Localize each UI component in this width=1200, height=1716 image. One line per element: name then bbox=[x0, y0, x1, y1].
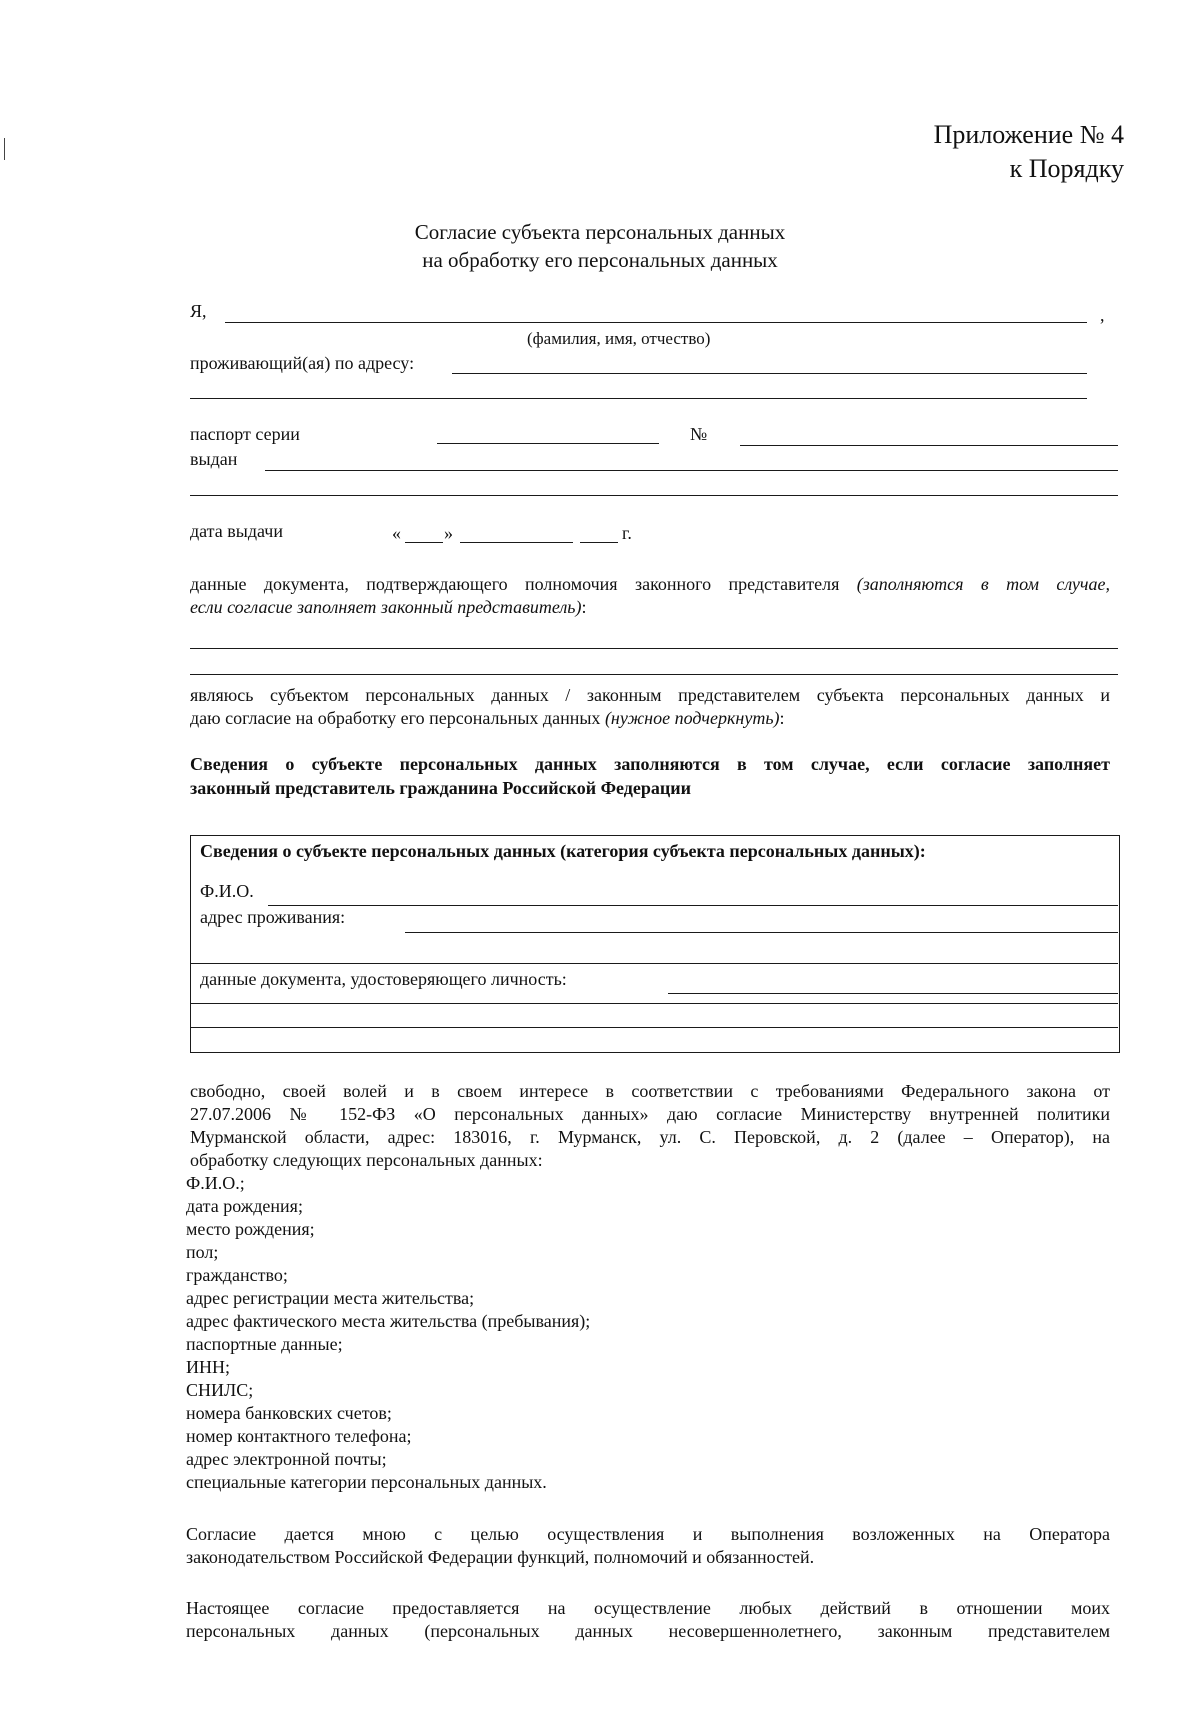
list-item: дата рождения; bbox=[186, 1196, 303, 1216]
i-label: Я, bbox=[190, 301, 207, 321]
purpose-line-2: законодательством Российской Федерации функций, полномочий и обязанностей. bbox=[186, 1547, 815, 1567]
issue-day-line[interactable] bbox=[405, 542, 443, 543]
annex-reference: к Порядку bbox=[1009, 154, 1124, 183]
subject-statement-line2 bbox=[190, 707, 785, 730]
rep-doc-note-b: если согласие заполняет законный представитель) bbox=[190, 597, 582, 617]
subject-id-doc-label: данные документа, удостоверяющего личность: bbox=[200, 969, 567, 989]
rep-doc-colon: : bbox=[581, 597, 587, 617]
passport-number-label: № bbox=[690, 424, 708, 444]
list-item: пол; bbox=[186, 1242, 219, 1262]
document-title-line1: Согласие субъекта персональных данных bbox=[414, 220, 786, 244]
subject-info-heading-line1: Сведения о субъекте персональных данных заполняются в том случае, если согласие заполняет bbox=[190, 754, 1110, 774]
date-open-quote: « bbox=[392, 523, 401, 543]
subject-info-box bbox=[190, 835, 1120, 1053]
address-label: проживающий(ая) по адресу: bbox=[190, 353, 415, 373]
actions-line-1: Настоящее согласие предоставляется на осуществление любых действий в отношении моих bbox=[186, 1598, 1110, 1618]
list-item: адрес фактического места жительства (пребывания); bbox=[186, 1311, 591, 1331]
purpose-line-1: Согласие дается мною с целью осуществления и выполнения возложенных на Оператора bbox=[186, 1524, 1110, 1544]
subject-fio-line[interactable] bbox=[268, 905, 1118, 906]
personal-data-list bbox=[186, 1172, 590, 1494]
consent-line-1: свободно, своей волей и в своем интересе в соответствии с требованиями Федерального закона от bbox=[190, 1081, 1110, 1101]
address-line[interactable] bbox=[452, 373, 1087, 374]
issued-label: выдан bbox=[190, 449, 238, 469]
subject-address-line-2[interactable] bbox=[190, 963, 1118, 964]
issue-month-line[interactable] bbox=[460, 542, 573, 543]
rep-doc-note-line2 bbox=[190, 596, 587, 619]
year-suffix: г. bbox=[622, 523, 632, 543]
subject-info-heading-line2: законный представитель гражданина Российской Федерации bbox=[190, 778, 692, 798]
fio-line[interactable] bbox=[225, 322, 1087, 323]
subject-id-doc-line-2[interactable] bbox=[190, 1003, 1118, 1004]
list-item: номер контактного телефона; bbox=[186, 1426, 412, 1446]
issued-line[interactable] bbox=[265, 470, 1118, 471]
subject-fio-label: Ф.И.О. bbox=[200, 881, 254, 901]
list-item: СНИЛС; bbox=[186, 1380, 254, 1400]
rep-doc-line-2[interactable] bbox=[190, 674, 1118, 675]
i-comma: , bbox=[1100, 305, 1105, 325]
list-item: номера банковских счетов; bbox=[186, 1403, 392, 1423]
subject-statement-colon: : bbox=[779, 708, 785, 728]
subject-box-heading: Сведения о субъекте персональных данных (категория субъекта персональных данных): bbox=[200, 841, 926, 861]
subject-statement-line1: являюсь субъектом персональных данных / законным представителем субъекта персональных данных и bbox=[190, 685, 1110, 705]
passport-number-line[interactable] bbox=[740, 445, 1118, 446]
issue-date-label: дата выдачи bbox=[190, 521, 283, 541]
list-item: адрес электронной почты; bbox=[186, 1449, 387, 1469]
list-item: ИНН; bbox=[186, 1357, 230, 1377]
consent-line-4: обработку следующих персональных данных: bbox=[190, 1150, 543, 1170]
subject-id-doc-line-3[interactable] bbox=[190, 1027, 1118, 1028]
list-item: адрес регистрации места жительства; bbox=[186, 1288, 475, 1308]
subject-id-doc-line[interactable] bbox=[668, 993, 1118, 994]
consent-line-3: Мурманской области, адрес: 183016, г. Мурманск, ул. С. Перовской, д. 2 (далее – Оператор), на bbox=[190, 1127, 1110, 1147]
issued-line-2[interactable] bbox=[190, 495, 1118, 496]
fio-hint: (фамилия, имя, отчество) bbox=[527, 329, 711, 348]
list-item: гражданство; bbox=[186, 1265, 288, 1285]
subject-statement-text: даю согласие на обработку его персональных данных bbox=[190, 708, 601, 728]
address-line-2[interactable] bbox=[190, 398, 1087, 399]
subject-address-line[interactable] bbox=[405, 932, 1118, 933]
list-item: специальные категории персональных данных. bbox=[186, 1472, 547, 1492]
margin-mark bbox=[4, 138, 5, 160]
issue-year-line[interactable] bbox=[580, 542, 618, 543]
list-item: паспортные данные; bbox=[186, 1334, 343, 1354]
document-title-line2: на обработку его персональных данных bbox=[422, 248, 778, 272]
rep-doc-label: данные документа, подтверждающего полномочия законного представителя bbox=[190, 574, 840, 594]
annex-number: Приложение № 4 bbox=[933, 120, 1124, 149]
passport-series-label: паспорт серии bbox=[190, 424, 300, 444]
consent-line-2: 27.07.2006 № 152-ФЗ «О персональных данных» даю согласие Министерству внутренней политики bbox=[190, 1104, 1110, 1124]
passport-series-line[interactable] bbox=[437, 443, 659, 444]
list-item: Ф.И.О.; bbox=[186, 1173, 245, 1193]
date-close-quote: » bbox=[444, 523, 453, 543]
rep-doc-line-1[interactable] bbox=[190, 648, 1118, 649]
rep-doc-text bbox=[190, 573, 1110, 596]
subject-address-label: адрес проживания: bbox=[200, 907, 346, 927]
subject-statement-note: (нужное подчеркнуть) bbox=[604, 708, 780, 728]
list-item: место рождения; bbox=[186, 1219, 315, 1239]
actions-line-2: персональных данных (персональных данных несовершеннолетнего, законным представителем bbox=[186, 1621, 1110, 1641]
rep-doc-note-a: (заполняются в том случае, bbox=[856, 574, 1110, 594]
